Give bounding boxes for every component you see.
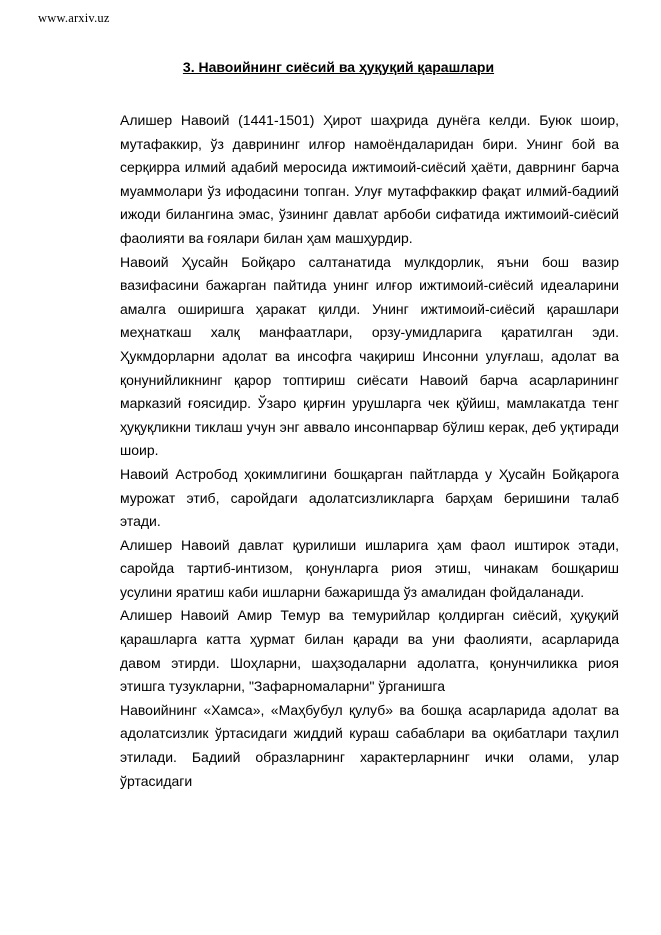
paragraph: Алишер Навоий (1441-1501) Ҳирот шаҳрида дунёга келди. Буюк шоир, мутафаккир, ўз даврининг илғор намоёндаларидан бири. Унинг бой ва серқирра илмий адабий меросида ижтимоий-сиёсий ҳаёти, даврнинг барча муаммолари ўз ифодасини топган. Улуғ мутаффаккир фақат илмий-бадиий ижоди билангина эмас, ўзининг давлат арбоби сифатида ижтимоий-сиёсий фаолияти ва ғоялари билан ҳам машҳурдир. [120,112,619,246]
paragraph: Навоий Ҳусайн Бойқаро салтанатида мулкдорлик, яъни бош вазир вазифасини бажарган пайтида унинг илғор ижтимоий-сиёсий идеаларини амалга оширишга ҳаракат қилди. Унинг ижтимоий-сиёсий қарашлари меҳнаткаш халқ манфаатлари, орзу-умидларига қаратилган эди. Ҳукмдорларни адолат ва инсофга чақириш Инсонни улуғлаш, адолат ва қонунийликнинг қарор топтириш сиёсати Навоий барча асарларининг марказий ғоясидир. Ўзаро қирғин урушларга чек қўйиш, мамлакатда тенг ҳуқуқликни тиклаш учун энг аввало инсонпарвар бўлиш керак, деб уқтиради шоир. [120,253,619,459]
paragraph: Навоий Астробод ҳокимлигини бошқарган пайтларда у Ҳусайн Бойқарога мурожат этиб, саройдаги адолатсизликларга барҳам беришини талаб этади. [120,465,619,530]
paragraph: Навоийнинг «Хамса», «Маҳбубул қулуб» ва бошқа асарларида адолат ва адолатсизлик ўртасидаги жиддий кураш сабаблари ва оқибатлари таҳлил этилади. Бадиий образларнинг характерларнинг ички олами, улар ўртасидаги [120,701,619,789]
site-url: www.arxiv.uz [38,11,110,25]
paragraph: Алишер Навоий давлат қурилиши ишларига ҳам фаол иштирок этади, саройда тартиб-интизом, қонунларга риоя этиш, чинакам бошқариш усулини яратиш каби ишларни бажаришда ўз амалидан фойдаланади. [120,536,619,600]
body-text [120,109,619,793]
paragraph: Алишер Навоий Амир Темур ва темурийлар қолдирган сиёсий, ҳуқуқий қарашларга катта ҳурмат билан қаради ва уни фаолияти, асарларида давом этирди. Шоҳларни, шаҳзодаларни адолатга, қонунчиликка риоя этишга тузукларни, "Зафарномаларни" ўрганишга [120,607,619,695]
section-title: 3. Навоийнинг сиёсий ва ҳуқуқий қарашлари [182,59,495,75]
